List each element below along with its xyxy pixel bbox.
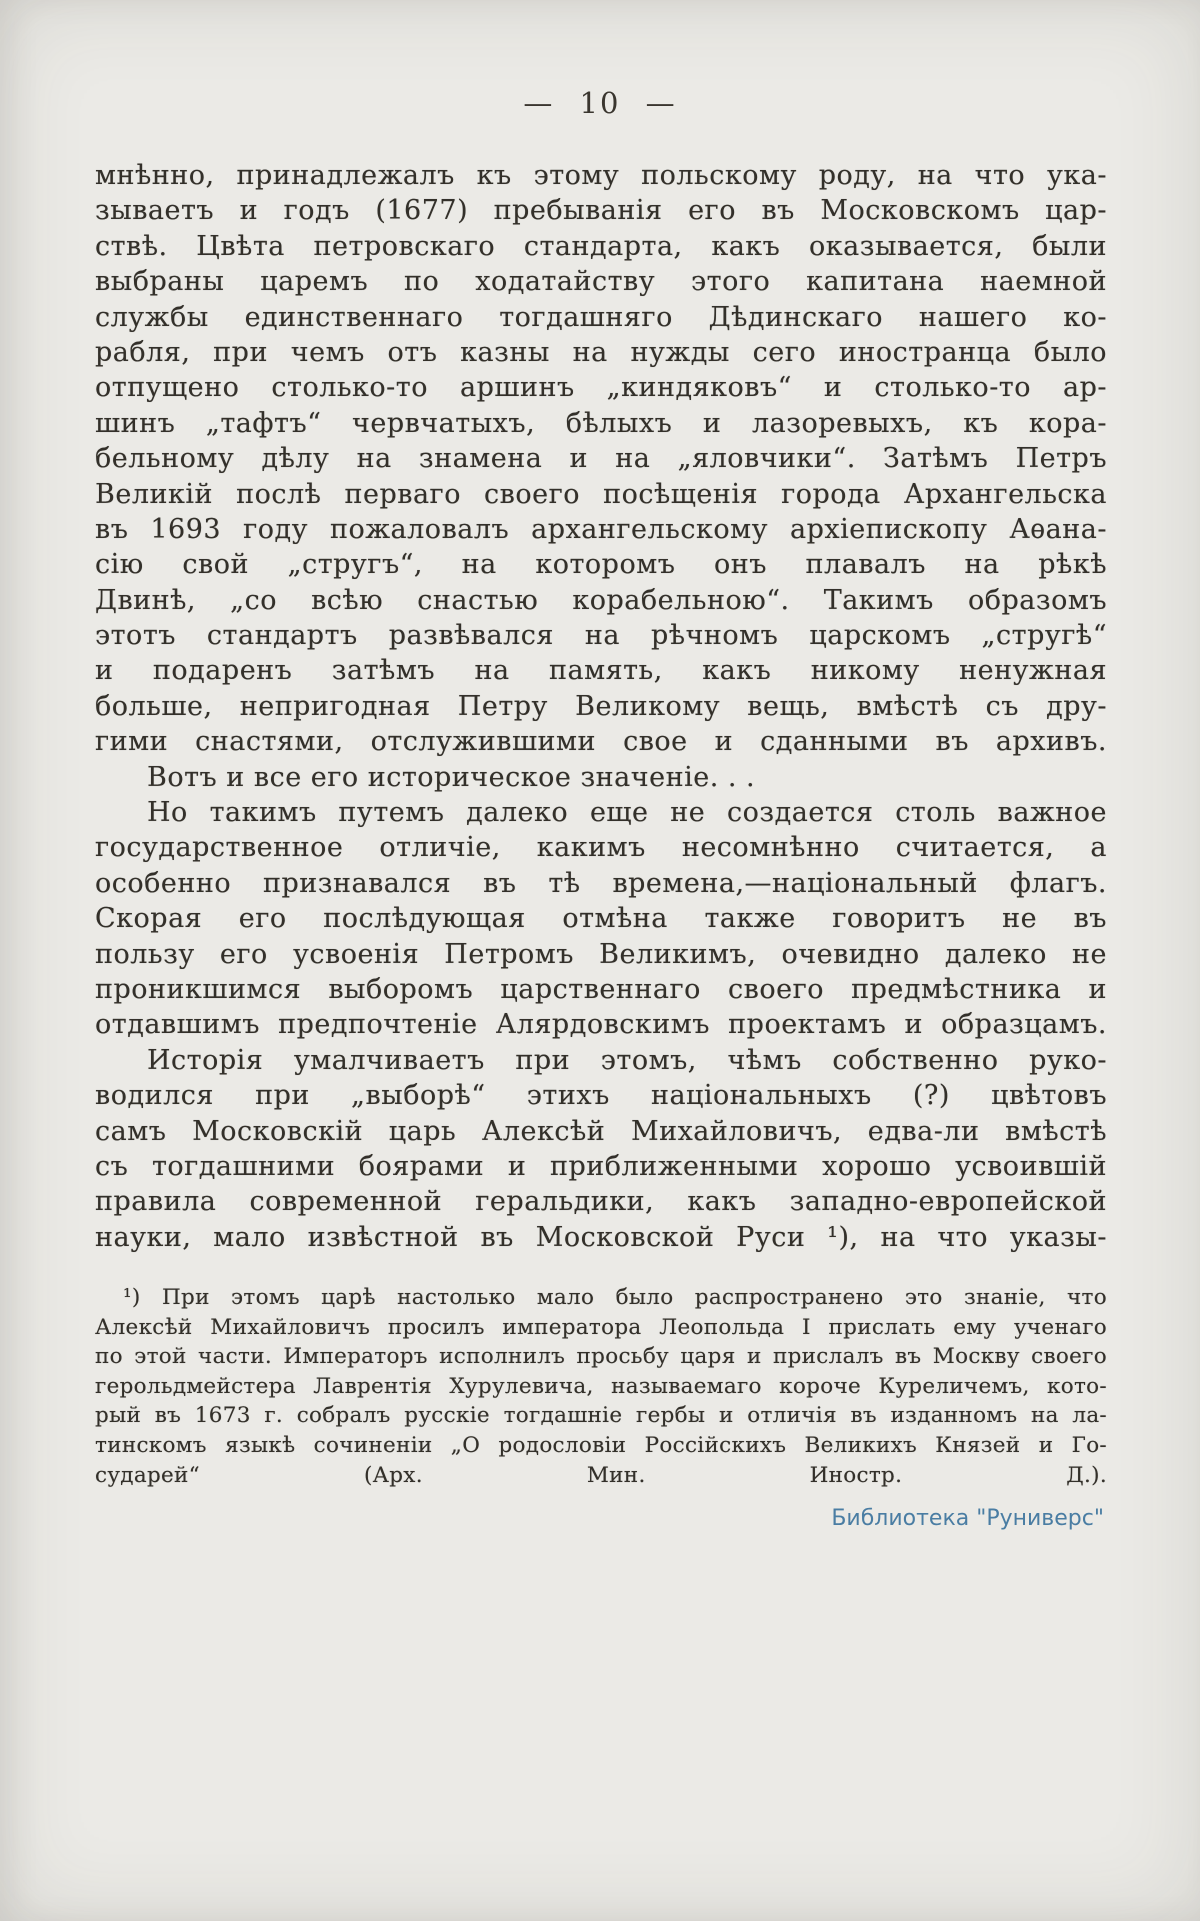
text-line: и подаренъ затѣмъ на память, какъ никому ненужная [95, 655, 1107, 687]
footnote-line: герольдмейстера Лаврентія Хурулевича, называемаго короче Куреличемъ, кото- [95, 1373, 1107, 1399]
text-line: науки, мало извѣстной въ Московской Руси ¹), на что указы- [95, 1221, 1107, 1253]
text-line: Но такимъ путемъ далеко еще не создается столь важное [147, 797, 1107, 829]
text-line: шинъ „тафтъ“ червчатыхъ, бѣлыхъ и лазоревыхъ, къ кора- [95, 407, 1107, 439]
footnote-line: Алексѣй Михайловичъ просилъ императора Леопольда I прислать ему ученаго [95, 1314, 1107, 1340]
text-line: службы единственнаго тогдашняго Дѣдинскаго нашего ко- [95, 301, 1107, 333]
text-line: съ тогдашними боярами и приближенными хорошо усвоившій [95, 1150, 1107, 1182]
text-line: зываетъ и годъ (1677) пребыванія его въ Московскомъ цар- [95, 195, 1107, 227]
footnote-line: рый въ 1673 г. собралъ русскіе тогдашніе гербы и отличія въ изданномъ на ла- [95, 1403, 1107, 1429]
text-line: правила современной геральдики, какъ западно-европейской [95, 1186, 1107, 1218]
text-line: этотъ стандартъ развѣвался на рѣчномъ царскомъ „стругѣ“ [95, 620, 1107, 652]
text-line: отпущено столько-то аршинъ „киндяковъ“ и столько-то ар- [95, 372, 1107, 404]
text-line: Двинѣ, „со всѣю снастью корабельною“. Такимъ образомъ [95, 584, 1107, 616]
text-line: особенно признавался въ тѣ времена,—національный флагъ. [95, 867, 1107, 899]
text-line: ствѣ. Цвѣта петровскаго стандарта, какъ оказывается, были [95, 230, 1107, 262]
text-line: Вотъ и все его историческое значеніе. . . [147, 761, 756, 793]
text-line: больше, непригодная Петру Великому вещь, вмѣстѣ съ дру- [95, 690, 1107, 722]
text-line: водился при „выборѣ“ этихъ національныхъ (?) цвѣтовъ [95, 1080, 1107, 1112]
text-line: отдавшимъ предпочтеніе Алярдовскимъ проектамъ и образцамъ. [95, 1009, 1107, 1041]
text-line: рабля, при чемъ отъ казны на нужды сего иностранца было [95, 336, 1107, 368]
library-watermark: Библиотека "Руниверс" [831, 1506, 1104, 1531]
main-text [95, 158, 1107, 1255]
text-line: въ 1693 году пожаловалъ архангельскому архіепископу Аѳана- [95, 513, 1107, 545]
text-line: мнѣнно, принадлежалъ къ этому польскому роду, на что ука- [95, 160, 1107, 191]
text-line: пользу его усвоенія Петромъ Великимъ, очевидно далеко не [95, 938, 1107, 970]
text-line: гими снастями, отслужившими свое и сданными въ архивъ. [95, 726, 1107, 758]
footnote-line: тинскомъ языкѣ сочиненіи „О родословіи Россійскихъ Великихъ Князей и Го- [95, 1432, 1107, 1458]
text-line: самъ Московскій царь Алексѣй Михайловичъ, едва-ли вмѣстѣ [95, 1115, 1107, 1147]
page-number: — 10 — [523, 86, 677, 120]
text-line: Великій послѣ перваго своего посѣщенія города Архангельска [95, 478, 1107, 510]
text-line: сію свой „стругъ“, на которомъ онъ плавалъ на рѣкѣ [95, 549, 1107, 581]
footnote-line: ¹) При этомъ царѣ настолько мало было распространено это знаніе, что [123, 1285, 1107, 1310]
footnote [95, 1283, 1107, 1490]
footnote-line: по этой части. Императоръ исполнилъ просьбу царя и прислалъ въ Москву своего [95, 1344, 1107, 1370]
text-line: выбраны царемъ по ходатайству этого капитана наемной [95, 266, 1107, 298]
text-line: Исторія умалчиваетъ при этомъ, чѣмъ собственно руко- [147, 1044, 1107, 1076]
text-line: Скорая его послѣдующая отмѣна также говоритъ не въ [95, 903, 1107, 935]
text-line: проникшимся выборомъ царственнаго своего предмѣстника и [95, 973, 1107, 1005]
text-line: бельному дѣлу на знамена и на „яловчики“. Затѣмъ Петръ [95, 443, 1107, 475]
text-line: государственное отличіе, какимъ несомнѣнно считается, а [95, 832, 1107, 864]
footnote-line: сударей“ (Арх. Мин. Иностр. Д.). [95, 1462, 1107, 1488]
